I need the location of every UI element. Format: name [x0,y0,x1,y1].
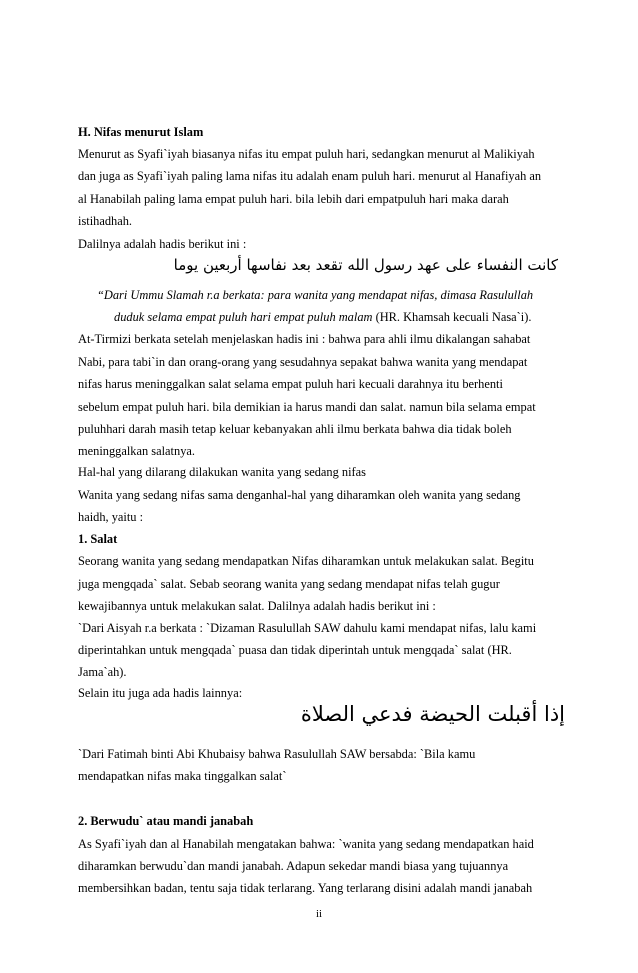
translation-line-1: “Dari Ummu Slamah r.a berkata: para wanita yang mendapat nifas, dimasa Rasulullah [97,288,534,302]
paragraph-line: Menurut as Syafi`iyah biasanya nifas itu empat puluh hari, sedangkan menurut al Malikiyah [78,147,535,161]
translation-line-2 [114,309,574,325]
paragraph-line: Jama`ah). [78,665,127,679]
page-number: ii [315,908,323,920]
paragraph-line: istihadhah. [78,214,133,228]
paragraph-line: Hal-hal yang dilarang dilakukan wanita yang sedang nifas [78,465,366,479]
paragraph-line: sebelum empat puluh hari. bila demikian ia harus mandi dan salat. namun bila selama empat [78,400,536,414]
paragraph-line: al Hanabilah paling lama empat puluh hari. bila lebih dari empatpuluh hari maka darah [78,192,509,206]
section-heading-nifas: H. Nifas menurut Islam [78,125,204,139]
paragraph-line: Nabi, para tabi`in dan orang-orang yang sesudahnya sepakat bahwa wanita yang mendapat [78,355,528,369]
paragraph-line: `Dari Fatimah binti Abi Khubaisy bahwa Rasulullah SAW bersabda: `Bila kamu [78,747,476,761]
paragraph-line: meninggalkan salatnya. [78,444,195,458]
paragraph-line: Seorang wanita yang sedang mendapatkan Nifas diharamkan untuk melakukan salat. Begitu [78,554,534,568]
translation-italic: duduk selama empat puluh hari empat puluh malam [114,310,373,324]
paragraph-line: At-Tirmizi berkata setelah menjelaskan hadis ini : bahwa para ahli ilmu dikalangan sahabat [78,332,531,346]
paragraph-line: diharamkan berwudu`dan mandi janabah. Adapun sekedar mandi biasa yang tujuannya [78,859,509,873]
paragraph-line: Dalilnya adalah hadis berikut ini : [78,237,247,251]
section-heading-salat: 1. Salat [78,532,118,546]
paragraph-line: membersihkan badan, tentu saja tidak terlarang. Yang terlarang disini adalah mandi janabah [78,881,533,895]
paragraph-line: Wanita yang sedang nifas sama denganhal-hal yang diharamkan oleh wanita yang sedang [78,488,521,502]
translation-source: (HR. Khamsah kecuali Nasa`i). [372,310,532,324]
paragraph-line: kewajibannya untuk melakukan salat. Dalilnya adalah hadis berikut ini : [78,599,436,613]
section-heading-berwudu: 2. Berwudu` atau mandi janabah [78,814,254,828]
paragraph-line: nifas harus meninggalkan salat selama empat puluh hari kecuali darahnya itu berhenti [78,377,503,391]
paragraph-line: dan juga as Syafi`iyah paling lama nifas itu adalah enam puluh hari. menurut al Hanafiyah an [78,169,542,183]
paragraph-line: diperintahkan untuk mengqada` puasa dan tidak diperintah untuk mengqada` salat (HR. [78,643,512,657]
paragraph-line: juga mengqada` salat. Sebab seorang wanita yang sedang mendapat nifas telah gugur [78,577,500,591]
arabic-hadith-2: إذا أقبلت الحيضة فدعي الصلاة [300,702,565,726]
paragraph-line: mendapatkan nifas maka tinggalkan salat` [78,769,287,783]
paragraph-line: As Syafi`iyah dan al Hanabilah mengatakan bahwa: `wanita yang sedang mendapatkan haid [78,837,534,851]
paragraph-line: haidh, yaitu : [78,510,144,524]
arabic-hadith-1: كانت النفساء على عهد رسول الله تقعد بعد نفاسها أربعين يوما [173,256,558,274]
paragraph-line: `Dari Aisyah r.a berkata : `Dizaman Rasulullah SAW dahulu kami mendapat nifas, lalu kami [78,621,537,635]
paragraph-line: Selain itu juga ada hadis lainnya: [78,686,243,700]
paragraph-line: puluhhari darah masih tetap keluar kebanyakan ahli ilmu berkata bahwa dia tidak boleh [78,422,512,436]
